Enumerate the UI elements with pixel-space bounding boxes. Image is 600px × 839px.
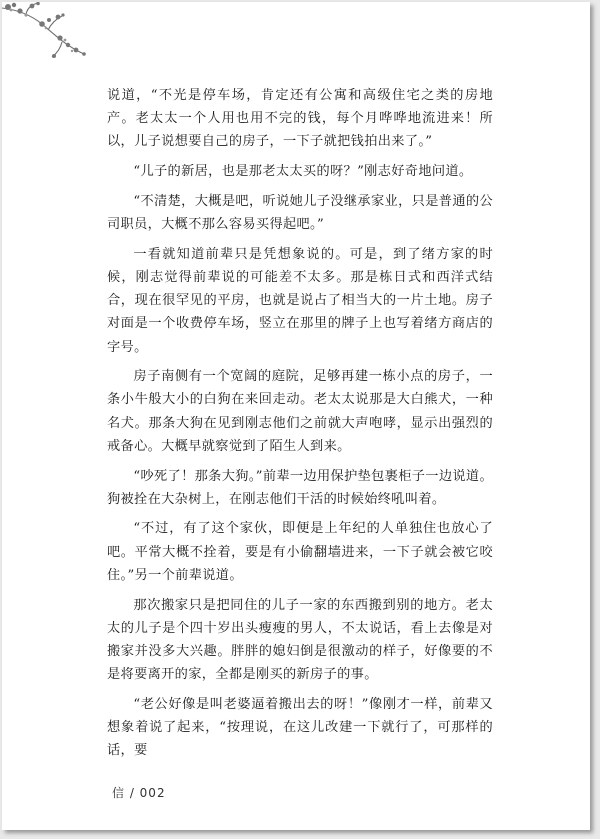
paragraph: 房子南侧有一个宽阔的庭院，足够再建一栋小点的房子，一条小牛般大小的白狗在来回走动。老太太说那是大白熊犬，一种名犬。那条大狗在见到刚志他们之前就大声咆哮，显示出强烈的戒备心。大概早就察觉到了陌生人到来。	[107, 369, 493, 454]
paragraph: “老公好像是叫老婆逼着搬出去的呀！”像刚才一样，前辈又想象着说了起来，“按理说，在这儿改建一下就行了，可那样的话，要	[107, 696, 493, 759]
paragraph: “儿子的新居，也是那老太太买的呀？”刚志好奇地问道。	[133, 164, 473, 180]
floral-ornament-icon	[2, 2, 92, 62]
book-page	[2, 2, 590, 830]
paragraph: 一看就知道前辈只是凭想象说的。可是，到了绪方家的时候，刚志觉得前辈说的可能差不太多。那是栋日式和西洋式结合，现在很罕见的平房，也就是说占了相当大的一片土地。房子对面是一个收费停车场，竖立在那里的牌子上也写着绪方商店的字号。	[107, 246, 493, 355]
paragraph: “不过，有了这个家伙，即便是上年纪的人单独住也放心了吧。平常大概不拴着，要是有小偷翻墙进来，一下子就会被它咬住。”另一个前辈说道。	[107, 521, 493, 583]
paragraph: “吵死了！那条大狗。”前辈一边用保护垫包裹柜子一边说道。狗被拴在大杂树上，在刚志他们干活的时候始终吼叫着。	[107, 468, 493, 507]
chapter-body	[107, 84, 493, 769]
paragraph: 那次搬家只是把同住的儿子一家的东西搬到别的地方。老太太的儿子是个四十岁出头瘦瘦的男人，不太说话，看上去像是对搬家并没多大兴趣。胖胖的媳妇倒是很激动的样子，好像要的不是将要离开的家，全都是刚买的新房子的事。	[107, 597, 493, 683]
page-folio: 信 / 002	[112, 786, 166, 800]
paragraph: 说道，“不光是停车场，肯定还有公寓和高级住宅之类的房地产。老太太一个人用也用不完的钱，每个月哗哗地流进来！所以，儿子说想要自己的房子，一下子就把钱拍出来了。”	[107, 88, 493, 150]
paragraph: “不清楚，大概是吧，听说她儿子没继承家业，只是普通的公司职员，大概不那么容易买得起吧。”	[107, 193, 493, 233]
